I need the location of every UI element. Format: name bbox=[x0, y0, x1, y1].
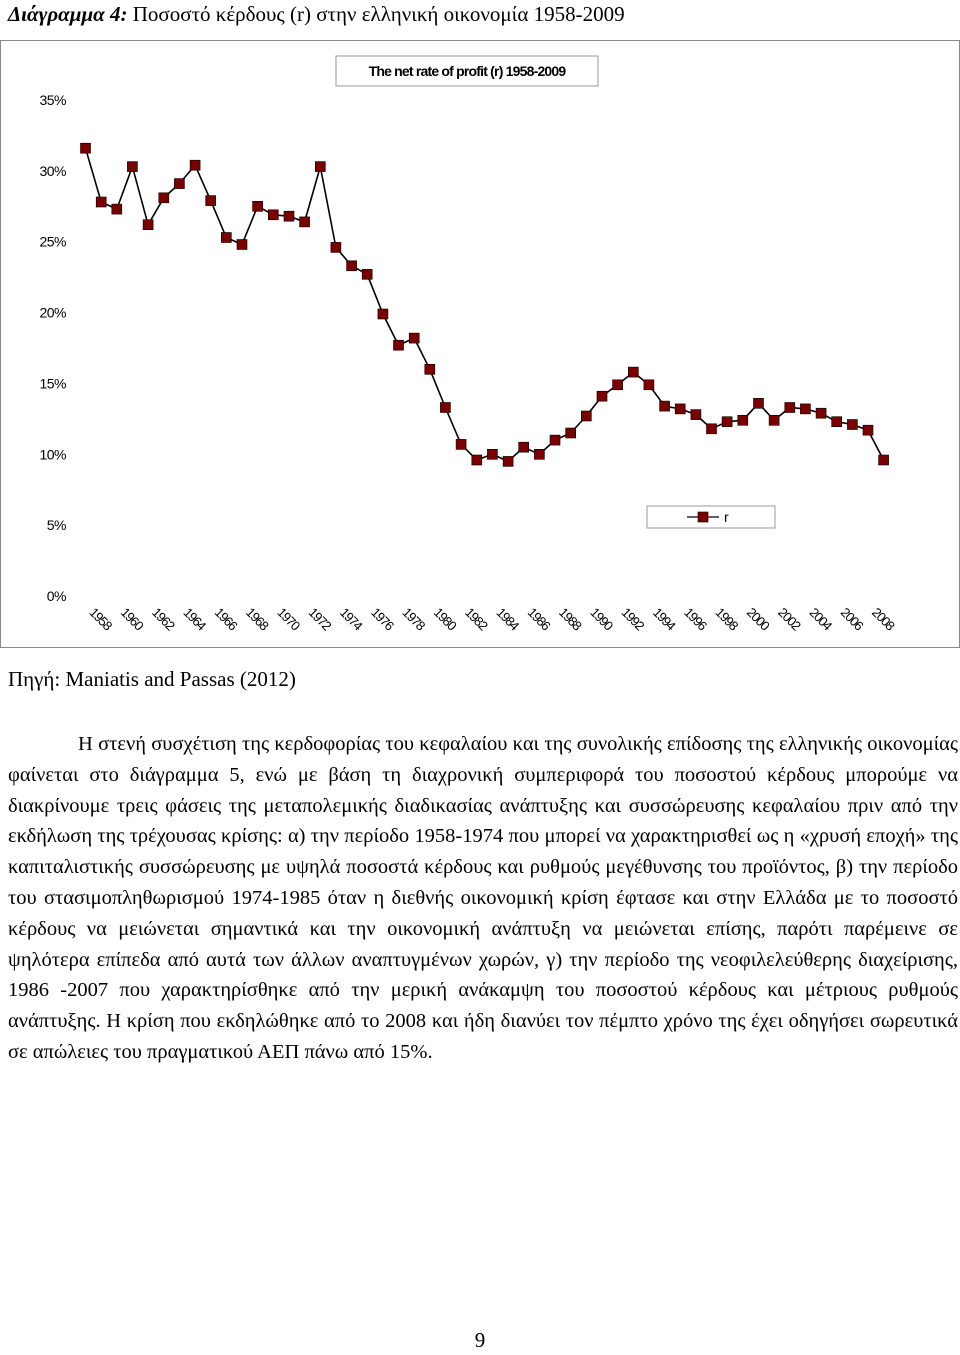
chart-source: Πηγή: Maniatis and Passas (2012) bbox=[8, 667, 296, 691]
data-point-marker bbox=[268, 210, 278, 220]
x-tick-label: 1962 bbox=[149, 604, 178, 633]
x-tick-label: 2008 bbox=[869, 604, 898, 633]
data-point-marker bbox=[487, 449, 497, 459]
data-point-marker bbox=[597, 391, 607, 401]
data-point-marker bbox=[190, 160, 200, 170]
data-point-marker bbox=[174, 179, 184, 189]
x-tick-label: 1966 bbox=[211, 604, 240, 633]
x-tick-label: 1998 bbox=[712, 604, 741, 633]
y-tick-label: 0% bbox=[46, 588, 66, 604]
data-point-marker bbox=[425, 364, 435, 374]
y-tick-label: 25% bbox=[39, 233, 66, 250]
profit-rate-chart bbox=[0, 40, 960, 660]
x-tick-label: 1978 bbox=[399, 604, 428, 633]
chart-heading-title: Ποσοστό κέρδους (r) στην ελληνική οικονομία 1958-2009 bbox=[127, 2, 625, 26]
data-point-marker bbox=[847, 420, 857, 430]
chart-heading bbox=[8, 2, 625, 27]
data-point-marker bbox=[503, 456, 513, 466]
y-tick-label: 35% bbox=[39, 92, 66, 108]
x-tick-label: 2006 bbox=[837, 604, 866, 633]
chart-frame bbox=[1, 41, 960, 648]
x-tick-label: 1972 bbox=[305, 604, 334, 633]
data-point-marker bbox=[566, 428, 576, 438]
data-point-marker bbox=[581, 411, 591, 421]
data-point-marker bbox=[519, 442, 529, 452]
x-tick-label: 1994 bbox=[649, 604, 679, 633]
x-tick-label: 2000 bbox=[743, 604, 773, 633]
data-point-marker bbox=[754, 398, 764, 408]
x-tick-label: 1960 bbox=[117, 604, 147, 633]
data-point-marker bbox=[738, 415, 748, 425]
y-tick-label: 30% bbox=[39, 162, 66, 179]
x-tick-label: 1984 bbox=[493, 604, 522, 633]
x-tick-label: 1974 bbox=[336, 604, 366, 633]
data-point-marker bbox=[832, 417, 842, 427]
x-tick-label: 1986 bbox=[524, 604, 553, 633]
data-point-marker bbox=[863, 425, 873, 435]
x-tick-label: 2004 bbox=[806, 604, 835, 633]
data-point-marker bbox=[237, 240, 247, 250]
y-tick-label: 15% bbox=[39, 375, 66, 392]
data-point-marker bbox=[143, 220, 153, 230]
data-point-marker bbox=[81, 143, 91, 153]
data-point-marker bbox=[785, 403, 795, 413]
x-tick-label: 1996 bbox=[681, 604, 710, 633]
data-point-marker bbox=[394, 340, 404, 350]
x-tick-label: 1992 bbox=[618, 604, 647, 633]
data-point-marker bbox=[691, 410, 701, 420]
y-tick-label: 20% bbox=[39, 304, 66, 321]
y-tick-label: 10% bbox=[39, 446, 66, 463]
data-point-marker bbox=[440, 403, 450, 413]
x-tick-label: 1968 bbox=[243, 604, 272, 633]
data-point-marker bbox=[644, 380, 654, 390]
data-point-marker bbox=[112, 204, 122, 214]
legend-marker bbox=[698, 512, 708, 522]
page-number: 9 bbox=[474, 1328, 486, 1352]
data-point-marker bbox=[675, 404, 685, 414]
data-point-marker bbox=[300, 217, 310, 227]
x-tick-label: 1976 bbox=[368, 604, 397, 633]
data-point-marker bbox=[800, 404, 810, 414]
x-tick-label: 1990 bbox=[587, 604, 616, 633]
x-tick-label: 1988 bbox=[556, 604, 585, 633]
data-point-marker bbox=[409, 333, 419, 343]
data-point-marker bbox=[628, 367, 638, 377]
legend bbox=[647, 506, 775, 528]
data-point-marker bbox=[96, 197, 106, 207]
data-point-marker bbox=[456, 439, 466, 449]
data-point-marker bbox=[331, 242, 341, 252]
chart-heading-label: Διάγραμμα 4: bbox=[8, 2, 128, 26]
data-point-marker bbox=[362, 269, 372, 279]
data-point-marker bbox=[660, 401, 670, 411]
x-tick-label: 1980 bbox=[430, 604, 460, 633]
x-tick-label: 1982 bbox=[462, 604, 491, 633]
y-tick-label: 5% bbox=[46, 517, 66, 534]
data-point-marker bbox=[378, 309, 388, 319]
legend-label: r bbox=[724, 509, 729, 525]
data-point-marker bbox=[284, 211, 294, 221]
data-point-marker bbox=[206, 196, 216, 206]
data-point-marker bbox=[221, 233, 231, 243]
data-point-marker bbox=[127, 162, 137, 172]
x-tick-label: 1958 bbox=[86, 604, 115, 633]
data-point-marker bbox=[707, 424, 717, 434]
data-point-marker bbox=[159, 193, 169, 203]
data-point-marker bbox=[769, 415, 779, 425]
data-point-marker bbox=[253, 201, 263, 211]
data-point-marker bbox=[816, 408, 826, 418]
data-point-marker bbox=[347, 261, 357, 271]
data-point-marker bbox=[534, 449, 544, 459]
x-tick-label: 1970 bbox=[274, 604, 303, 633]
data-point-marker bbox=[550, 435, 560, 445]
data-point-marker bbox=[472, 455, 482, 465]
chart-title: The net rate of profit (r) 1958-2009 bbox=[368, 63, 566, 79]
x-tick-label: 1964 bbox=[180, 604, 209, 633]
data-point-marker bbox=[613, 380, 623, 390]
data-point-marker bbox=[722, 417, 732, 427]
x-tick-label: 2002 bbox=[775, 604, 804, 633]
body-paragraph: Η στενή συσχέτιση της κερδοφορίας του κεφαλαίου και της συνολικής επίδοσης της ελληνικής οικονομίας φαίνεται στο διάγραμμα 5, ενώ με βάση τη διαχρονική συμπεριφορά του ποσοστού κέρδους μπορούμε να διακρίνουμε τρεις φάσεις της μεταπολεμικής διαδικασίας ανάπτυξης και συσσώρευσης κεφαλαίου πριν από την εκδήλωση της τρέχουσας κρίσης: α) την περίοδο 1958-1974 που μπορεί να χαρακτηρισθεί ως η «χρυσή εποχή» της καπιταλιστικής συσσώρευσης με υψηλά ποσοστά κέρδους και ρυθμούς μεγέθυνσης του προϊόντος, β) την περίοδο του στασιμοπληθωρισμού 1974-1985 όταν η διεθνής οικονομική κρίση έφτασε και στην Ελλάδα με το ποσοστό κέρδους να μειώνεται σημαντικά και την οικονομική ανάπτυξη να μειώνεται επίσης, παρότι παρέμεινε σε ψηλότερα επίπεδα από αυτά των άλλων αναπτυγμένων χωρών, γ) την περίοδο της νεοφιλελεύθερης διαχείρισης, 1986 -2007 που χαρακτηρίσθηκε από την μερική ανάκαμψη του ποσοστού κέρδους και μέτριους ρυθμούς ανάπτυξης. Η κρίση που εκδηλώθηκε από το 2008 και ήδη διανύει τον πέμπτο χρόνο της έχει οδηγήσει σωρευτικά σε απώλειες του πραγματικού ΑΕΠ πάνω από 15%. bbox=[8, 733, 958, 1063]
data-point-marker bbox=[879, 455, 889, 465]
data-point-marker bbox=[315, 162, 325, 172]
